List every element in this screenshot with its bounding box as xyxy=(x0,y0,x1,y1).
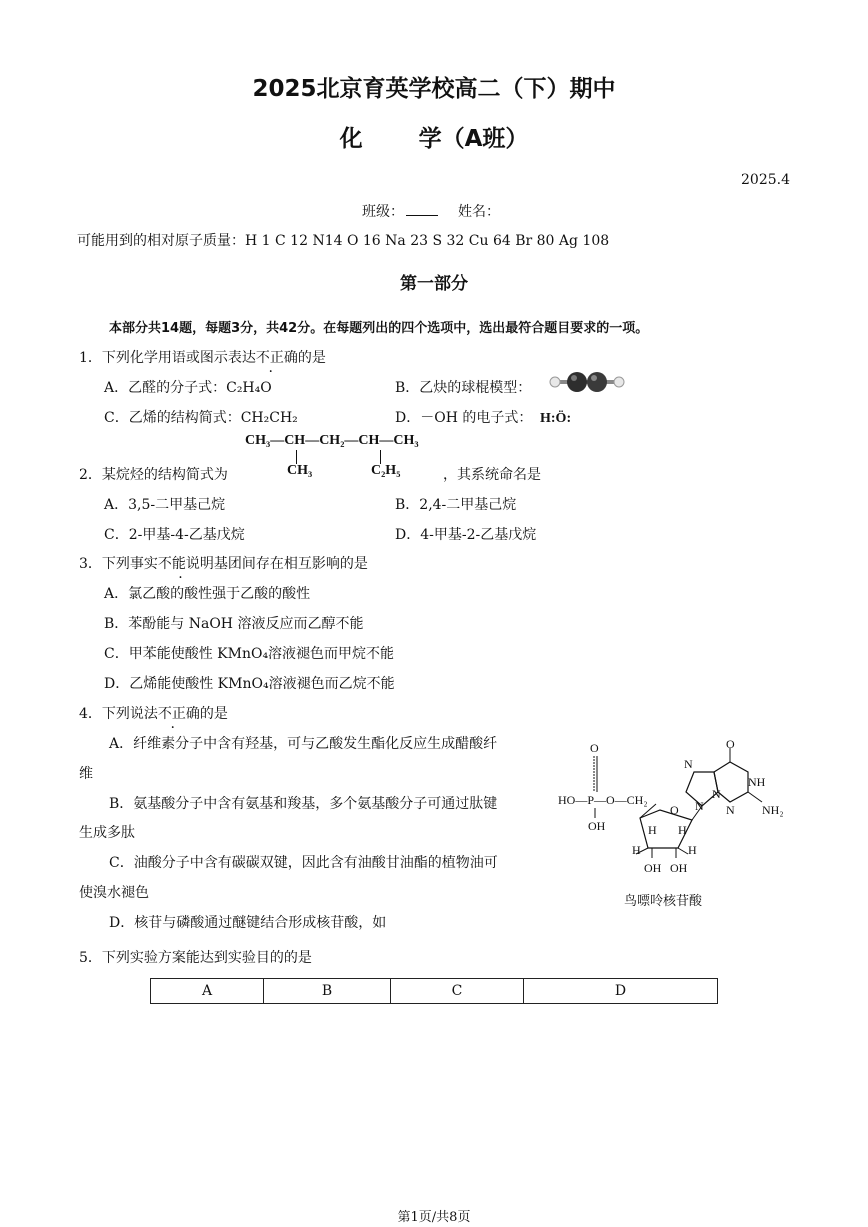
fig-n-4: N xyxy=(712,787,721,801)
q2-option-c: C．2-甲基-4-乙基戊烷 xyxy=(104,527,245,543)
fig-phosphate-chain: HO—P—O—CH₂ xyxy=(558,793,648,807)
q4-stem-b: 确的是 xyxy=(185,706,228,722)
fig-ring-h-left: H xyxy=(648,823,657,837)
name-label: 姓名： xyxy=(458,204,500,220)
q4-stem xyxy=(79,703,228,723)
q2-option-d: D．4-甲基-2-乙基戊烷 xyxy=(395,527,537,543)
q1-stem-a: 1．下列化学用语或图示表达 xyxy=(79,350,256,366)
fig-base-o: O xyxy=(726,740,735,751)
q1-stem-b: 确的是 xyxy=(283,350,326,366)
subject-right: 学（A班） xyxy=(418,126,529,152)
acetylene-ball-stick-model xyxy=(545,368,629,396)
fig-ring-h-bl: H xyxy=(632,843,641,857)
q2-option-b: B．2,4-二甲基己烷 xyxy=(395,497,517,513)
section-instruction: 本部分共14题，每题3分，共42分。在每题列出的四个选项中，选出最符合题目要求的一项。 xyxy=(109,321,649,336)
q3-stem-emph: 能 xyxy=(171,556,186,572)
q3-stem xyxy=(79,553,368,573)
fig-phosphate-oh: OH xyxy=(588,819,606,833)
branch-bond-1 xyxy=(296,450,297,464)
fig-ring-o: O xyxy=(670,803,679,817)
q3-option-b: B．苯酚能与 NaOH 溶液反应而乙醇不能 xyxy=(104,616,364,632)
q3-option-c: C．甲苯能使酸性 KMnO₄溶液褪色而甲烷不能 xyxy=(104,646,395,662)
fig-n-1: N xyxy=(695,799,704,813)
subject-left: 化 xyxy=(339,126,363,152)
q3-stem-b: 说明基团间存在相互影响的是 xyxy=(185,556,368,572)
fig-oh-2: OH xyxy=(670,861,688,875)
q4-option-c-line2: 使溴水褪色 xyxy=(79,885,149,901)
q4-option-d: D．核苷与磷酸通过醚键结合形成核苷酸，如 xyxy=(109,915,387,931)
fig-n-3: N xyxy=(726,803,735,817)
guanine-nucleotide-structure xyxy=(552,740,802,890)
q4-option-a-line1: A．纤维素分子中含有羟基，可与乙酸发生酯化反应生成醋酸纤 xyxy=(109,736,498,752)
section-title: 第一部分 xyxy=(400,274,468,294)
q4-option-a-line2: 维 xyxy=(79,766,93,782)
alkane-branch-ethyl: C₂H₅ xyxy=(371,463,401,478)
q5-col-a: A xyxy=(151,979,264,1004)
q4-option-c-line1: C．油酸分子中含有碳碳双键，因此含有油酸甘油酯的植物油可 xyxy=(109,855,498,871)
page-footer: 第1页/共8页 xyxy=(397,1210,471,1225)
q3-stem-a: 3．下列事实不 xyxy=(79,556,172,572)
class-label: 班级： xyxy=(362,204,404,220)
fig-n-2: N xyxy=(684,757,693,771)
alkane-structure-main: CH₃—CH—CH₂—CH—CH₃ xyxy=(245,433,419,448)
q1-option-d: D．－OH 的电子式： xyxy=(395,410,533,426)
fig-ring-h-right: H xyxy=(678,823,687,837)
exam-date: 2025.4 xyxy=(741,172,790,188)
q3-option-d: D．乙烯能使酸性 KMnO₄溶液褪色而乙烷不能 xyxy=(104,676,395,692)
branch-bond-2 xyxy=(380,450,381,464)
atomic-masses: 可能用到的相对原子质量：H 1 C 12 N14 O 16 Na 23 S 32 Cu 64 Br 80 Ag 108 xyxy=(77,233,610,249)
table-row xyxy=(151,979,718,1004)
q5-options-table xyxy=(150,978,718,1004)
fig-nh: NH xyxy=(748,775,766,789)
q5-col-d: D xyxy=(524,979,718,1004)
q2-stem-a: 2．某烷烃的结构简式为 xyxy=(79,467,228,483)
q1-stem xyxy=(79,347,326,367)
q4-option-b-line1: B．氨基酸分子中含有氨基和羧基，多个氨基酸分子可通过肽键 xyxy=(109,796,498,812)
q5-col-c: C xyxy=(391,979,524,1004)
q1-option-a: A．乙醛的分子式：C₂H₄O xyxy=(104,380,272,396)
subject-title xyxy=(0,120,868,153)
fig-nh2: NH₂ xyxy=(762,803,784,817)
fig-ring-h-br: H xyxy=(688,843,697,857)
q5-stem: 5．下列实验方案能达到实验目的的是 xyxy=(79,950,312,966)
q1-stem-emph: 不正 xyxy=(255,350,284,366)
hydroxyl-electron-formula: H:Ö: xyxy=(540,411,572,426)
q4-option-b-line2: 生成多肽 xyxy=(79,825,135,841)
q4-stem-emph: 不正 xyxy=(157,706,186,722)
q1-option-b: B．乙炔的球棍模型： xyxy=(395,380,532,396)
q2-stem-b: ，其系统命名是 xyxy=(443,467,541,483)
class-blank[interactable] xyxy=(406,203,438,216)
q1-option-c: C．乙烯的结构简式：CH₂CH₂ xyxy=(104,410,298,426)
q5-col-b: B xyxy=(264,979,391,1004)
q2-option-a: A．3,5-二甲基己烷 xyxy=(104,497,226,513)
q3-option-a: A．氯乙酸的酸性强于乙酸的酸性 xyxy=(104,586,311,602)
q4-stem-a: 4．下列说法 xyxy=(79,706,158,722)
fig-oh-1: OH xyxy=(644,861,662,875)
name-row xyxy=(362,201,500,221)
exam-title: 2025北京育英学校高二（下）期中 xyxy=(252,76,616,102)
fig-phosphate-o: O xyxy=(590,741,599,755)
alkane-branch-methyl: CH₃ xyxy=(287,463,313,478)
figure-caption: 鸟嘌呤核苷酸 xyxy=(624,894,703,909)
